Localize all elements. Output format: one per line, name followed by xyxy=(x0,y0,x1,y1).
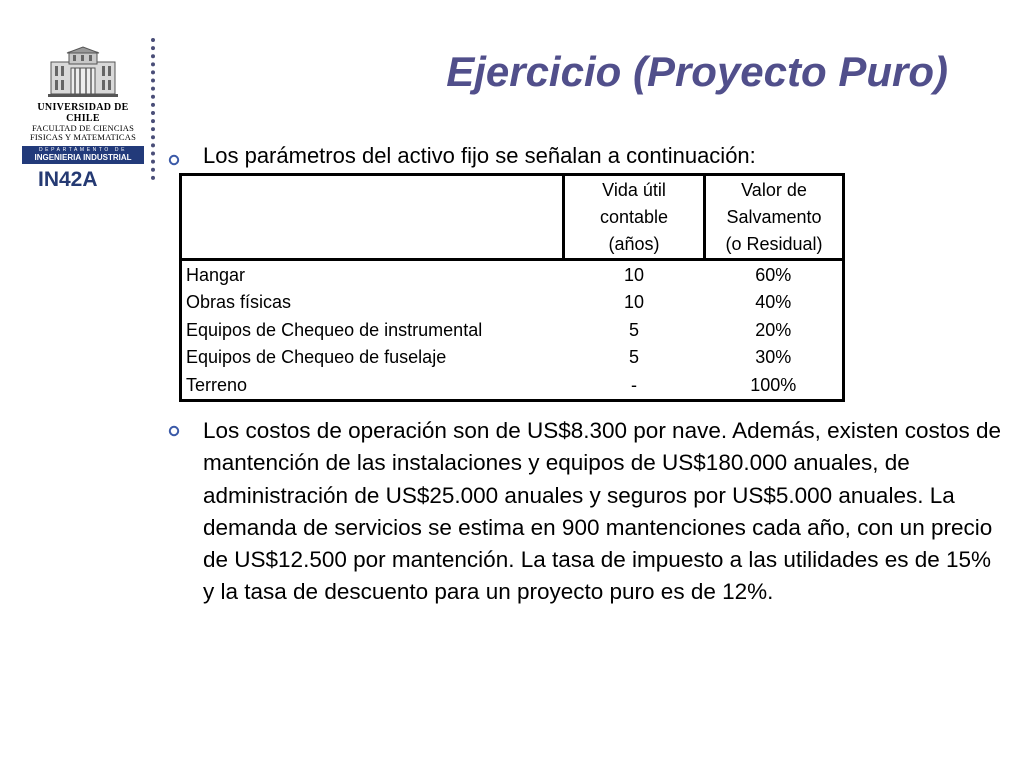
salvage-value-cell: 100% xyxy=(750,374,797,395)
logo-faculty-line2: FISICAS Y MATEMATICAS xyxy=(29,132,137,142)
salvage-value-cell: 20% xyxy=(755,319,792,340)
ring-bullet-icon xyxy=(168,421,196,442)
header-cell-salvage-value xyxy=(705,175,844,260)
useful-life-cell: 5 xyxy=(628,319,639,340)
table-row xyxy=(181,260,844,290)
useful-life-cell: 10 xyxy=(623,265,645,285)
header-line: Vida útil xyxy=(602,180,666,200)
logo-department-banner xyxy=(22,146,144,164)
table-row xyxy=(181,344,844,371)
useful-life-cell: - xyxy=(631,374,637,395)
university-building-icon xyxy=(47,46,119,98)
salvage-value-cell: 60% xyxy=(755,265,792,285)
course-code: IN42A xyxy=(38,168,98,191)
bullet-text: Los costos de operación son de US$8.300 por nave. Además, existen costos de mantención de las instalaciones y equipos de US$180.000 anuales, de administración de US$25.000 anuales y seguros por US$5.000 anuales. La demanda de servicios se estima en 900 mantenciones cada año, con un precio de US$12.500 por mantención. La tasa de impuesto a las utilidades es de 15% y la tasa de descuento para un proyecto puro es de 12%. xyxy=(203,418,1002,605)
asset-name-cell: Hangar xyxy=(186,265,246,285)
header-line: (o Residual) xyxy=(725,234,823,254)
salvage-value-cell: 30% xyxy=(755,347,792,368)
header-line: Salvamento xyxy=(726,207,822,227)
useful-life-cell: 10 xyxy=(623,292,645,313)
header-cell-useful-life xyxy=(564,175,705,260)
slide-title: Ejercicio (Proyecto Puro) xyxy=(446,48,948,95)
university-logo xyxy=(22,46,144,164)
logo-university-name: UNIVERSIDAD DE CHILE xyxy=(37,102,129,124)
bullet-text: Los parámetros del activo fijo se señalan a continuación: xyxy=(203,143,756,168)
header-line: Valor de xyxy=(741,180,807,200)
header-line: contable xyxy=(599,207,669,227)
salvage-value-cell: 40% xyxy=(755,292,792,313)
logo-faculty-line1: FACULTAD DE CIENCIAS xyxy=(31,123,135,133)
table-row xyxy=(181,317,844,344)
header-cell-asset xyxy=(181,175,564,260)
useful-life-cell: 5 xyxy=(628,347,639,368)
logo-department-caption: DEPARTAMENTO DE xyxy=(38,147,128,153)
asset-name-cell: Equipos de Chequeo de instrumental xyxy=(186,319,483,340)
table-row xyxy=(181,289,844,316)
asset-name-cell: Obras físicas xyxy=(186,292,292,313)
dotted-divider xyxy=(151,38,155,180)
header-line: (años) xyxy=(608,234,660,254)
asset-name-cell: Equipos de Chequeo de fuselaje xyxy=(186,347,447,368)
asset-name-cell: Terreno xyxy=(186,374,248,395)
fixed-assets-table xyxy=(179,173,845,402)
table-header-row xyxy=(181,175,844,260)
ring-bullet-icon xyxy=(168,150,196,171)
table-row xyxy=(181,372,844,401)
logo-department-name: INGENIERIA INDUSTRIAL xyxy=(34,153,132,162)
